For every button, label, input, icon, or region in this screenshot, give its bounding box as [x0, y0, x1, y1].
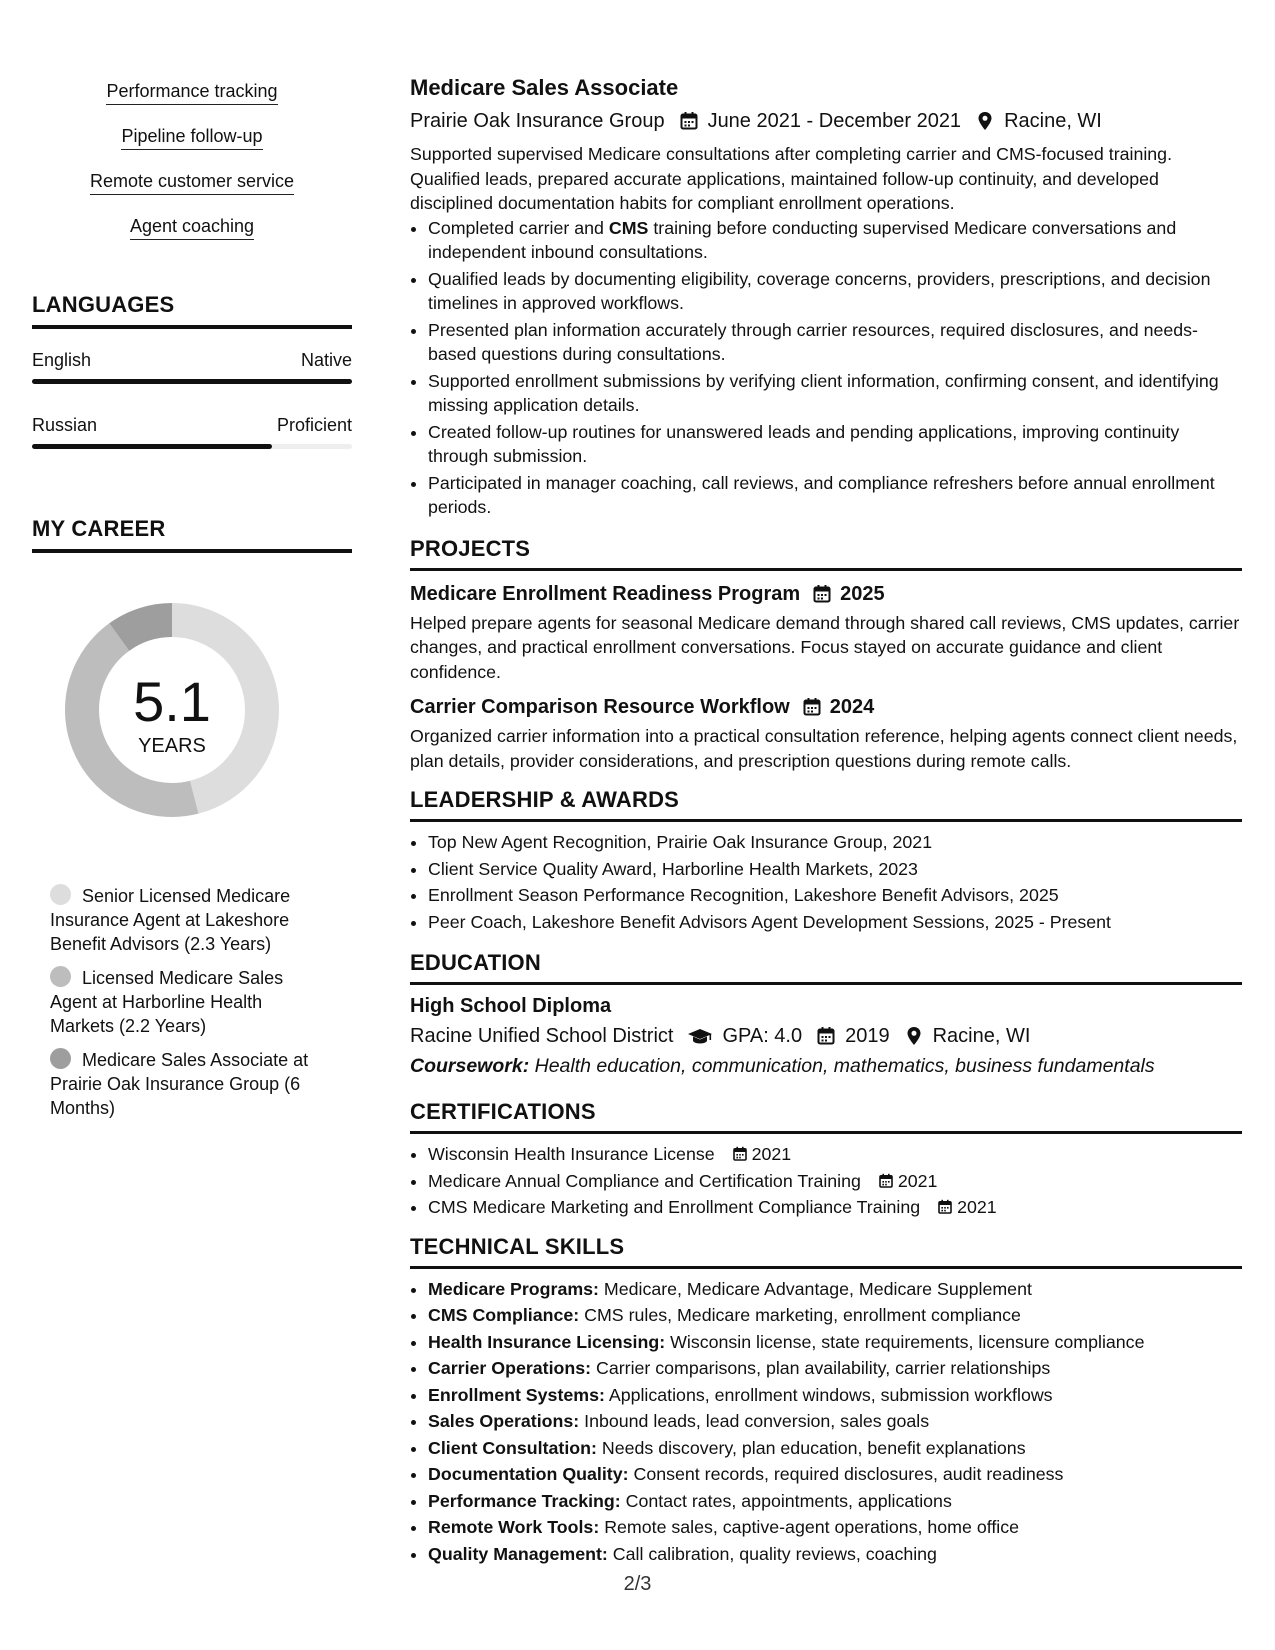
project-year: 2025 [840, 582, 885, 605]
main-column [410, 74, 1242, 1568]
language-bar [32, 379, 352, 384]
coursework-text: Health education, communication, mathematics, business fundamentals [534, 1055, 1155, 1077]
project-year: 2024 [829, 696, 875, 718]
skill-values: Contact rates, appointments, applications [625, 1490, 952, 1511]
skill-category: Medicare Programs: [428, 1278, 599, 1299]
skill-category: Performance Tracking: [428, 1490, 621, 1511]
leadership-item: • Client Service Quality Award, Harborline Health Markets, 2023 [428, 857, 1242, 882]
skill-category: Quality Management: [428, 1543, 608, 1564]
certification-name: CMS Medicare Marketing and Enrollment Compliance Training [428, 1197, 921, 1217]
coursework-label: Coursework: [410, 1055, 530, 1077]
technical-skill-item [428, 1303, 1242, 1328]
career-legend-item [50, 884, 330, 956]
career-legend-label: Licensed Medicare Sales Agent at Harborline Health Markets (2.2 Years) [50, 968, 284, 1036]
skill-category: Documentation Quality: [428, 1464, 629, 1484]
skill-values: Carrier comparisons, plan availability, carrier relationships [596, 1358, 1051, 1378]
job-bullet: • Qualified leads by documenting eligibility, coverage concerns, providers, prescriptions, and decision timelines in approved workflows. [428, 267, 1242, 316]
language-level: Native [300, 350, 352, 370]
language-bar-fill [32, 379, 352, 384]
legend-dot [50, 966, 71, 987]
career-legend-label: Senior Licensed Medicare Insurance Agent at Lakeshore Benefit Advisors (2.3 Years) [50, 886, 291, 954]
education-meta [410, 1023, 1242, 1049]
skill-values: Applications, enrollment windows, submission workflows [608, 1384, 1053, 1405]
technical-skill-item [428, 1356, 1242, 1381]
location-pin-icon [904, 1026, 924, 1046]
bullet-text: training before conducting supervised Medicare conversations and independent inbound consultations. [428, 217, 1177, 262]
calendar-icon [679, 111, 699, 131]
skill-values: Inbound leads, lead conversion, sales goals [584, 1411, 930, 1431]
certification-item [428, 1169, 1242, 1194]
career-legend-label: Medicare Sales Associate at Prairie Oak Insurance Group (6 Months) [50, 1050, 309, 1118]
project-title: Medicare Enrollment Readiness Program [410, 582, 801, 605]
graduation-cap-icon [687, 1026, 713, 1046]
school-name: Racine Unified School District [410, 1025, 674, 1047]
coursework [410, 1053, 1242, 1079]
career-heading: MY CAREER [32, 516, 352, 553]
language-name: English [32, 350, 92, 370]
leadership-item: • Peer Coach, Lakeshore Benefit Advisors Agent Development Sessions, 2025 - Present [428, 910, 1242, 935]
certifications-heading: CERTIFICATIONS [410, 1099, 1242, 1134]
sidebar [32, 80, 352, 1118]
project-description: Organized carrier information into a practical consultation reference, helping agents connect client needs, plan details, provider considerations, and prescription questions during remote calls. [410, 726, 1238, 771]
skill-pill: Agent coaching [130, 215, 254, 240]
skill-pill: Pipeline follow-up [121, 125, 262, 150]
technical-skill-item [428, 1330, 1242, 1355]
career-legend-item [50, 1048, 330, 1120]
education-location: Racine, WI [932, 1025, 1031, 1047]
skill-category: Enrollment Systems: [428, 1384, 605, 1405]
skill-pill: Performance tracking [106, 80, 277, 105]
degree-title: High School Diploma [410, 995, 612, 1017]
career-legend [50, 884, 330, 1130]
certification-item [428, 1195, 1242, 1220]
technical-skill-item [428, 1277, 1242, 1302]
language-level: Proficient [276, 415, 352, 435]
leadership-item: • Enrollment Season Performance Recognition, Lakeshore Benefit Advisors, 2025 [428, 883, 1242, 908]
skill-pill: Remote customer service [90, 170, 294, 195]
education-gpa: GPA: 4.0 [722, 1025, 803, 1047]
job-summary: Supported supervised Medicare consultations after completing carrier and CMS-focused training. Qualified leads, prepared accurate applications, maintained follow-up continuity, and developed disciplined documentation habits for compliant enrollment operations. [410, 144, 1173, 213]
education-section [410, 950, 1242, 1079]
technical-skill-item [428, 1436, 1242, 1461]
calendar-icon [732, 1146, 748, 1162]
languages-section [32, 292, 352, 449]
skill-category: Client Consultation: [428, 1437, 597, 1458]
skill-values: Remote sales, captive-agent operations, home office [604, 1517, 1020, 1537]
technical-skill-item [428, 1383, 1242, 1408]
job-location: Racine, WI [1004, 110, 1102, 132]
certification-name: Medicare Annual Compliance and Certification Training [428, 1170, 861, 1191]
technical-skills-section [410, 1234, 1242, 1567]
language-bar-fill [32, 444, 272, 449]
skill-values: Consent records, required disclosures, audit readiness [633, 1464, 1064, 1484]
language-name: Russian [32, 415, 98, 435]
location-pin-icon [975, 111, 995, 131]
leadership-section [410, 787, 1242, 934]
bullet-text: Completed carrier and [428, 217, 609, 238]
skill-pills [32, 80, 352, 260]
certification-year: 2021 [897, 1170, 938, 1191]
company-name: Prairie Oak Insurance Group [410, 110, 665, 132]
project-entry [410, 694, 1242, 773]
project-description: Helped prepare agents for seasonal Medicare demand through shared call reviews, CMS updates, carrier changes, and practical enrollment conversations. Focus stayed on accurate guidance and client confidence. [410, 612, 1240, 682]
career-section [32, 516, 352, 553]
projects-section [410, 536, 1242, 774]
technical-skill-item [428, 1542, 1242, 1567]
language-item [32, 414, 352, 449]
job-bullet: • Created follow-up routines for unanswered leads and pending applications, improving continuity through submission. [428, 420, 1242, 469]
job-meta [410, 108, 1242, 134]
career-unit: YEARS [138, 735, 206, 757]
calendar-icon [816, 1026, 836, 1046]
career-total: 5.1 [133, 670, 211, 733]
skill-values: Needs discovery, plan education, benefit explanations [601, 1437, 1026, 1458]
legend-dot [50, 1048, 71, 1069]
languages-heading: LANGUAGES [32, 292, 352, 329]
job-bullet: • Supported enrollment submissions by verifying client information, confirming consent, and identifying missing application details. [428, 369, 1242, 418]
projects-heading: PROJECTS [410, 536, 1242, 571]
project-entry [410, 581, 1242, 685]
language-bar [32, 444, 352, 449]
career-donut-chart [52, 590, 292, 830]
technical-skill-item [428, 1515, 1242, 1540]
calendar-icon [878, 1173, 894, 1189]
leadership-list [410, 830, 1242, 934]
technical-skills-list [410, 1277, 1242, 1567]
skill-values: Call calibration, quality reviews, coaching [612, 1543, 937, 1564]
project-title: Carrier Comparison Resource Workflow [410, 696, 790, 718]
certifications-section [410, 1099, 1242, 1220]
skill-category: Health Insurance Licensing: [428, 1331, 666, 1352]
certification-item [428, 1142, 1242, 1167]
leadership-heading: LEADERSHIP & AWARDS [410, 787, 1242, 822]
job-dates: June 2021 - December 2021 [707, 110, 962, 132]
leadership-item: • Top New Agent Recognition, Prairie Oak Insurance Group, 2021 [428, 830, 1242, 855]
job-bullet: • Presented plan information accurately through carrier resources, required disclosures, and needs-based questions during consultations. [428, 318, 1242, 367]
skill-category: Remote Work Tools: [428, 1517, 600, 1537]
certifications-list [410, 1142, 1242, 1220]
certification-year: 2021 [957, 1197, 997, 1217]
skill-values: Wisconsin license, state requirements, licensure compliance [670, 1331, 1145, 1352]
education-year: 2019 [845, 1025, 890, 1047]
technical-skills-heading: TECHNICAL SKILLS [410, 1234, 1242, 1269]
skill-category: Carrier Operations: [428, 1358, 592, 1378]
job-bullets [410, 216, 1242, 520]
bullet-bold-text: CMS [608, 217, 649, 238]
job-title: Medicare Sales Associate [410, 75, 679, 100]
skill-values: CMS rules, Medicare marketing, enrollment compliance [584, 1305, 1021, 1325]
skill-category: CMS Compliance: [428, 1305, 580, 1325]
calendar-icon [937, 1199, 953, 1215]
certification-year: 2021 [751, 1144, 792, 1164]
calendar-icon [812, 584, 832, 604]
skill-category: Sales Operations: [428, 1411, 580, 1431]
career-legend-item [50, 966, 330, 1038]
calendar-icon [802, 697, 822, 717]
technical-skill-item [428, 1462, 1242, 1487]
technical-skill-item [428, 1409, 1242, 1434]
certification-name: Wisconsin Health Insurance License [428, 1144, 715, 1164]
technical-skill-item [428, 1489, 1242, 1514]
legend-dot [50, 884, 71, 905]
language-item [32, 349, 352, 384]
skill-values: Medicare, Medicare Advantage, Medicare Supplement [603, 1278, 1032, 1299]
experience-entry [410, 74, 1242, 520]
job-bullet [428, 216, 1242, 265]
job-bullet: • Participated in manager coaching, call reviews, and compliance refreshers before annual enrollment periods. [428, 471, 1242, 520]
education-heading: EDUCATION [410, 950, 1242, 985]
page-number: 2/3 [623, 1573, 652, 1595]
